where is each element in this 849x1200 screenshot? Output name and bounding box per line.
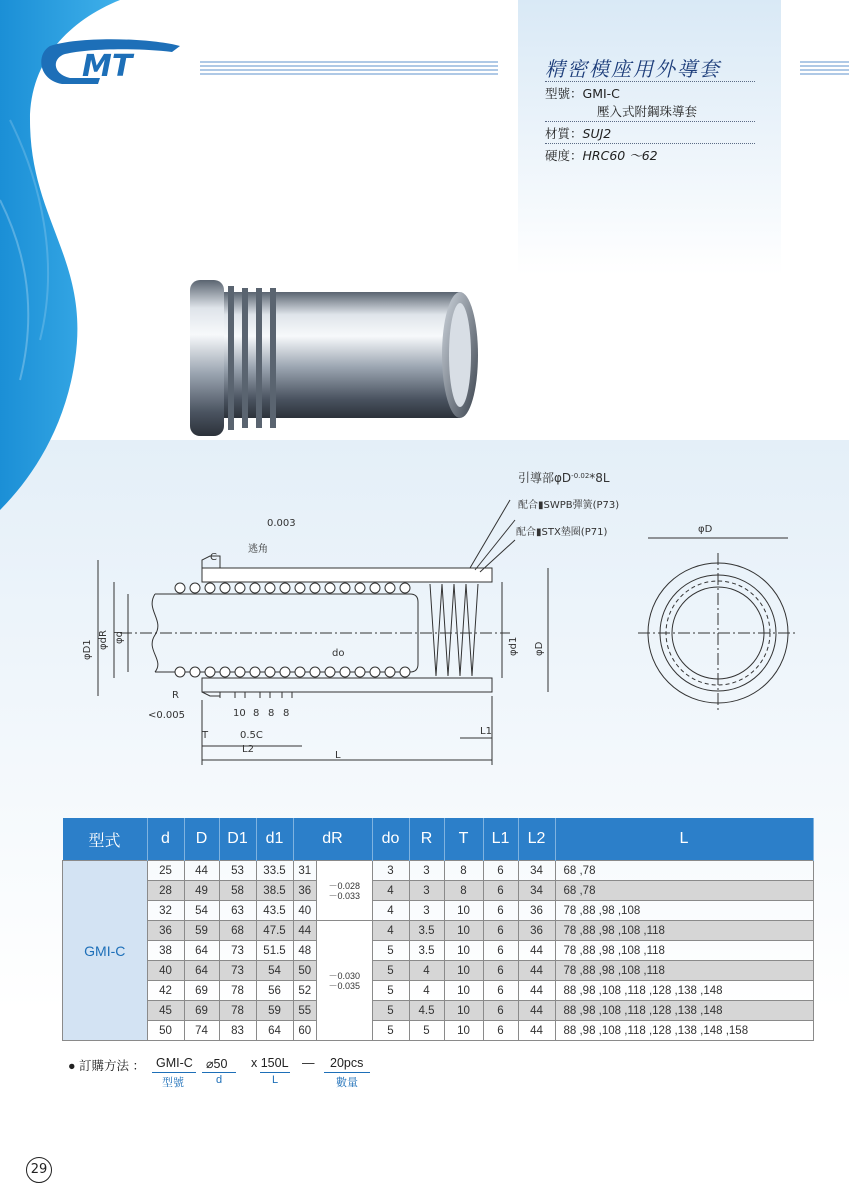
cell-d: 44 <box>184 861 219 881</box>
cell-d1: 73 <box>219 941 256 961</box>
cell-r: 3.5 <box>409 921 444 941</box>
cell-d: 54 <box>184 901 219 921</box>
cell-d1: 78 <box>219 1001 256 1021</box>
table-row <box>63 921 814 941</box>
cell-d: 32 <box>147 901 184 921</box>
svg-text:10: 10 <box>233 708 246 719</box>
cell-dr: 60 <box>293 1021 317 1041</box>
order-model: GMI-C <box>156 1056 193 1070</box>
svg-text:L: L <box>335 750 341 761</box>
page-number: 29 <box>26 1157 52 1183</box>
cell-d1: 56 <box>256 981 293 1001</box>
cell-t: 10 <box>444 961 483 981</box>
cell-r: 4.5 <box>409 1001 444 1021</box>
cell-l: 88 ,98 ,108 ,118 ,128 ,138 ,148 ,158 <box>555 1021 813 1041</box>
material-spec: 材質：SUJ2 <box>545 126 612 141</box>
cell-d: 64 <box>184 941 219 961</box>
header-D: D <box>184 818 219 861</box>
header-model: 型式 <box>63 818 148 861</box>
order-model-caption: 型號 <box>162 1077 184 1089</box>
cell-l1: 6 <box>483 941 518 961</box>
cell-d: 38 <box>147 941 184 961</box>
cell-l1: 6 <box>483 901 518 921</box>
cell-r: 5 <box>409 1021 444 1041</box>
cell-d1: 38.5 <box>256 881 293 901</box>
svg-text:φd: φd <box>114 631 125 644</box>
cell-l2: 44 <box>518 1021 555 1041</box>
table-row <box>63 1001 814 1021</box>
cell-t: 10 <box>444 1001 483 1021</box>
order-diameter: ⌀50 <box>206 1057 228 1071</box>
svg-text:C: C <box>210 552 217 563</box>
cell-d1: 53 <box>219 861 256 881</box>
company-logo <box>40 38 190 88</box>
svg-text:φD: φD <box>698 524 713 535</box>
cell-do: 5 <box>372 1021 409 1041</box>
model-cell: GMI-C <box>63 861 148 1041</box>
cell-d: 25 <box>147 861 184 881</box>
model-spec: 型號：GMI-C <box>545 86 620 101</box>
cell-r: 3 <box>409 901 444 921</box>
svg-text:逃角: 逃角 <box>248 544 268 555</box>
svg-text:T: T <box>202 730 209 741</box>
cell-dr: 50 <box>293 961 317 981</box>
divider <box>545 143 755 144</box>
cell-l2: 34 <box>518 881 555 901</box>
cell-d: 36 <box>147 921 184 941</box>
svg-text:φD1: φD1 <box>82 639 93 660</box>
svg-text:配合▮STX墊圈(P71): 配合▮STX墊圈(P71) <box>516 527 608 538</box>
cell-d1: 54 <box>256 961 293 981</box>
cell-l: 88 ,98 ,108 ,118 ,128 ,138 ,148 <box>555 1001 813 1021</box>
cell-l2: 34 <box>518 861 555 881</box>
order-length: x 150L <box>251 1056 289 1070</box>
cell-l: 78 ,88 ,98 ,108 <box>555 901 813 921</box>
header-rule-lines-right <box>800 60 849 80</box>
cell-d1: 68 <box>219 921 256 941</box>
header-do: do <box>372 818 409 861</box>
cell-d1: 58 <box>219 881 256 901</box>
cell-l1: 6 <box>483 1021 518 1041</box>
cell-d: 49 <box>184 881 219 901</box>
cell-l: 78 ,88 ,98 ,108 ,118 <box>555 961 813 981</box>
cell-l2: 44 <box>518 961 555 981</box>
cell-r: 3 <box>409 861 444 881</box>
svg-text:L1: L1 <box>480 726 492 737</box>
cell-l: 78 ,88 ,98 ,108 ,118 <box>555 921 813 941</box>
order-l-caption: L <box>272 1074 279 1086</box>
svg-text:配合▮SWPB彈簧(P73): 配合▮SWPB彈簧(P73) <box>518 500 620 511</box>
cell-d: 40 <box>147 961 184 981</box>
cell-do: 5 <box>372 981 409 1001</box>
cell-do: 3 <box>372 861 409 881</box>
cell-d1: 63 <box>219 901 256 921</box>
cell-dr: 40 <box>293 901 317 921</box>
cell-r: 3.5 <box>409 941 444 961</box>
table-row <box>63 961 814 981</box>
cell-d1: 59 <box>256 1001 293 1021</box>
page-title: 精密模座用外導套 <box>545 57 721 81</box>
cell-t: 10 <box>444 921 483 941</box>
cell-d1: 83 <box>219 1021 256 1041</box>
header-rule-lines <box>200 60 500 80</box>
spec-table <box>62 818 814 1041</box>
cell-dr: 44 <box>293 921 317 941</box>
cell-d1: 51.5 <box>256 941 293 961</box>
table-row <box>63 941 814 961</box>
cell-d1: 43.5 <box>256 901 293 921</box>
cell-d: 50 <box>147 1021 184 1041</box>
svg-text:引導部φD-0.02*8L: 引導部$\varphi D^{-0.02}*8L$ <box>518 471 610 485</box>
header-R: R <box>409 818 444 861</box>
cell-do: 5 <box>372 961 409 981</box>
svg-text:MT: MT <box>82 49 133 84</box>
cell-d: 64 <box>184 961 219 981</box>
cell-l1: 6 <box>483 1001 518 1021</box>
cell-d: 42 <box>147 981 184 1001</box>
cell-l1: 6 <box>483 861 518 881</box>
cell-d: 28 <box>147 881 184 901</box>
svg-text:L2: L2 <box>242 744 254 755</box>
table-row <box>63 1021 814 1041</box>
svg-text:φd1: φd1 <box>508 636 519 656</box>
cell-l2: 36 <box>518 901 555 921</box>
cell-d: 45 <box>147 1001 184 1021</box>
cell-dr: 52 <box>293 981 317 1001</box>
header-L: L <box>555 818 813 861</box>
svg-text:8: 8 <box>268 708 275 719</box>
svg-text:<0.005: <0.005 <box>148 710 186 721</box>
svg-text:R: R <box>172 690 179 701</box>
svg-text:φD: φD <box>534 641 545 656</box>
cell-dr: 36 <box>293 881 317 901</box>
cell-t: 10 <box>444 1021 483 1041</box>
cell-l2: 36 <box>518 921 555 941</box>
cell-t: 8 <box>444 881 483 901</box>
svg-text:8: 8 <box>283 708 290 719</box>
svg-text:do: do <box>332 648 345 659</box>
header-T: T <box>444 818 483 861</box>
cell-do: 4 <box>372 881 409 901</box>
order-qty: 20pcs <box>330 1056 364 1070</box>
model-description: 壓入式附鋼珠導套 <box>597 104 698 119</box>
cell-l: 68 ,78 <box>555 881 813 901</box>
cell-t: 10 <box>444 981 483 1001</box>
cell-dr: 48 <box>293 941 317 961</box>
cell-t: 10 <box>444 901 483 921</box>
cell-d1: 78 <box>219 981 256 1001</box>
cell-do: 5 <box>372 941 409 961</box>
cell-l: 88 ,98 ,108 ,118 ,128 ,138 ,148 <box>555 981 813 1001</box>
table-row <box>63 861 814 881</box>
header-L1: L1 <box>483 818 518 861</box>
header-d1: d1 <box>256 818 293 861</box>
svg-text:φdR: φdR <box>98 630 109 650</box>
cell-d: 69 <box>184 981 219 1001</box>
order-d-caption: d <box>216 1074 223 1086</box>
cell-l1: 6 <box>483 981 518 1001</box>
cell-l: 68 ,78 <box>555 861 813 881</box>
order-qty-caption: 數量 <box>336 1077 358 1089</box>
cell-d1: 47.5 <box>256 921 293 941</box>
cell-l: 78 ,88 ,98 ,108 ,118 <box>555 941 813 961</box>
cell-d1: 64 <box>256 1021 293 1041</box>
svg-text:8: 8 <box>253 708 260 719</box>
cell-do: 4 <box>372 901 409 921</box>
hardness-spec: 硬度：HRC60 ～62 <box>545 148 658 163</box>
header-D1: D1 <box>219 818 256 861</box>
cell-l2: 44 <box>518 981 555 1001</box>
cell-d: 59 <box>184 921 219 941</box>
dr-tolerance-cell: －0.028 －0.033 <box>317 861 372 921</box>
order-dash: — <box>302 1056 315 1070</box>
cell-d1: 33.5 <box>256 861 293 881</box>
table-row <box>63 881 814 901</box>
order-label: ● 訂購方法 ： <box>68 1059 145 1073</box>
cell-do: 4 <box>372 921 409 941</box>
cell-l1: 6 <box>483 921 518 941</box>
table-header-row <box>63 818 814 861</box>
svg-text:0.5C: 0.5C <box>240 730 263 741</box>
header-d: d <box>147 818 184 861</box>
cell-r: 4 <box>409 961 444 981</box>
divider <box>545 121 755 122</box>
cell-dr: 55 <box>293 1001 317 1021</box>
table-row <box>63 981 814 1001</box>
cell-d: 74 <box>184 1021 219 1041</box>
cell-d1: 73 <box>219 961 256 981</box>
header-dR: dR <box>293 818 372 861</box>
cell-l2: 44 <box>518 1001 555 1021</box>
divider <box>545 81 755 82</box>
cell-l1: 6 <box>483 961 518 981</box>
cell-r: 3 <box>409 881 444 901</box>
cell-dr: 31 <box>293 861 317 881</box>
cell-l1: 6 <box>483 881 518 901</box>
table-row <box>63 901 814 921</box>
dr-tolerance-cell: －0.030 －0.035 <box>317 921 372 1041</box>
cell-do: 5 <box>372 1001 409 1021</box>
cell-r: 4 <box>409 981 444 1001</box>
header-L2: L2 <box>518 818 555 861</box>
cell-l2: 44 <box>518 941 555 961</box>
cell-t: 8 <box>444 861 483 881</box>
cell-t: 10 <box>444 941 483 961</box>
svg-text:0.003: 0.003 <box>267 518 296 529</box>
technical-drawing <box>70 460 800 780</box>
cell-d: 69 <box>184 1001 219 1021</box>
product-image <box>170 270 480 445</box>
